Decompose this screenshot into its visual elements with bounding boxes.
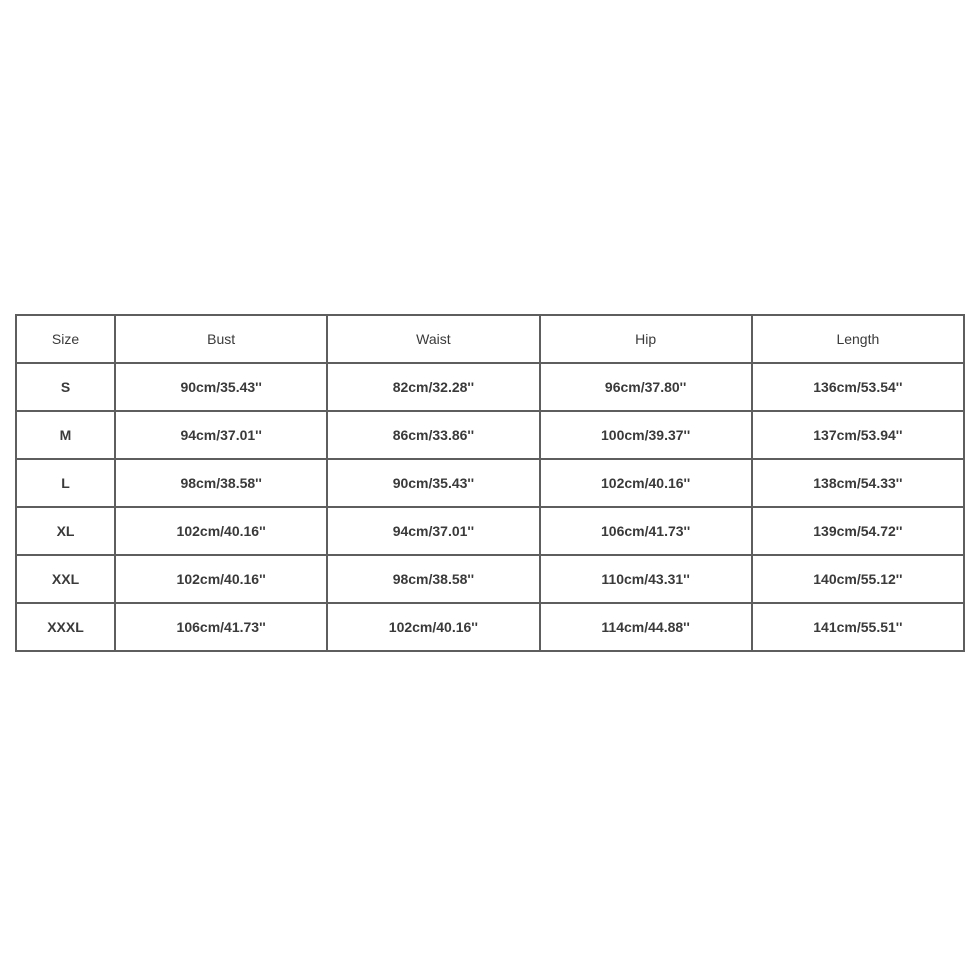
cell-hip: 96cm/37.80'' (540, 363, 752, 411)
cell-bust: 102cm/40.16'' (115, 555, 327, 603)
header-bust: Bust (115, 315, 327, 363)
cell-hip: 102cm/40.16'' (540, 459, 752, 507)
cell-bust: 98cm/38.58'' (115, 459, 327, 507)
cell-size: XL (16, 507, 115, 555)
header-hip: Hip (540, 315, 752, 363)
header-size: Size (16, 315, 115, 363)
cell-length: 138cm/54.33'' (752, 459, 964, 507)
cell-waist: 90cm/35.43'' (327, 459, 539, 507)
cell-waist: 86cm/33.86'' (327, 411, 539, 459)
header-waist: Waist (327, 315, 539, 363)
cell-hip: 114cm/44.88'' (540, 603, 752, 651)
size-chart-table (15, 314, 965, 652)
cell-length: 137cm/53.94'' (752, 411, 964, 459)
table-header-row (16, 315, 964, 363)
cell-length: 136cm/53.54'' (752, 363, 964, 411)
cell-length: 141cm/55.51'' (752, 603, 964, 651)
cell-bust: 94cm/37.01'' (115, 411, 327, 459)
cell-waist: 94cm/37.01'' (327, 507, 539, 555)
table-row (16, 363, 964, 411)
table-row (16, 459, 964, 507)
cell-size: L (16, 459, 115, 507)
cell-hip: 100cm/39.37'' (540, 411, 752, 459)
cell-size: XXL (16, 555, 115, 603)
cell-bust: 102cm/40.16'' (115, 507, 327, 555)
table-row (16, 411, 964, 459)
cell-length: 140cm/55.12'' (752, 555, 964, 603)
cell-waist: 102cm/40.16'' (327, 603, 539, 651)
cell-size: XXXL (16, 603, 115, 651)
cell-bust: 90cm/35.43'' (115, 363, 327, 411)
cell-size: S (16, 363, 115, 411)
table-row (16, 555, 964, 603)
table-row (16, 507, 964, 555)
cell-length: 139cm/54.72'' (752, 507, 964, 555)
cell-size: M (16, 411, 115, 459)
cell-waist: 98cm/38.58'' (327, 555, 539, 603)
cell-waist: 82cm/32.28'' (327, 363, 539, 411)
cell-hip: 110cm/43.31'' (540, 555, 752, 603)
cell-bust: 106cm/41.73'' (115, 603, 327, 651)
cell-hip: 106cm/41.73'' (540, 507, 752, 555)
table-row (16, 603, 964, 651)
header-length: Length (752, 315, 964, 363)
